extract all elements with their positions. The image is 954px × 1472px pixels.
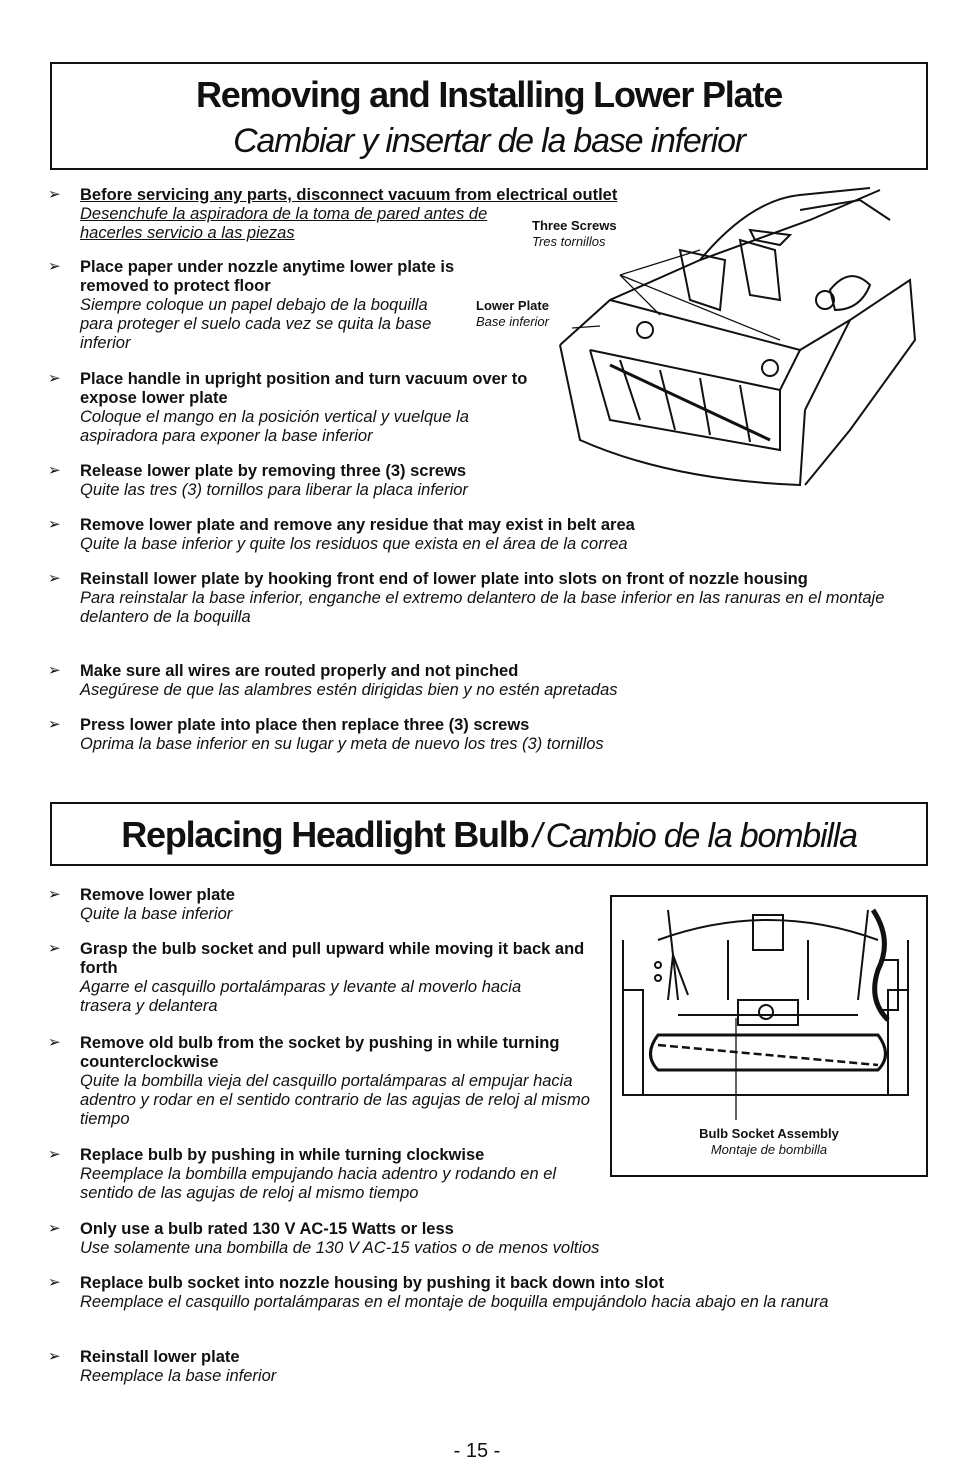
page-number: - 15 - xyxy=(453,1440,501,1462)
list-item xyxy=(48,570,920,627)
item-es: Reemplace el casquillo portalámparas en el montaje de boquilla empujándolo hacia abajo en la ranura xyxy=(80,1293,829,1311)
item-en: Before servicing any parts, disconnect vacuum from electrical outlet xyxy=(80,186,618,204)
list-item xyxy=(48,1034,600,1129)
bullet-arrow-icon: ➢ xyxy=(48,1274,61,1291)
item-es: Quite las tres (3) tornillos para liberar la placa inferior xyxy=(80,481,468,499)
bullet-arrow-icon: ➢ xyxy=(48,1034,61,1051)
item-en: Remove old bulb from the socket by pushing in while turning counterclockwise xyxy=(80,1034,560,1071)
bullet-arrow-icon: ➢ xyxy=(48,716,61,733)
bullet-arrow-icon: ➢ xyxy=(48,186,61,203)
section1-title-en: Removing and Installing Lower Plate xyxy=(195,74,783,115)
item-es: Desenchufe la aspiradora de la toma de pared antes de hacerles servicio a las piezas xyxy=(80,205,488,242)
section2-title xyxy=(52,814,926,856)
item-en: Place paper under nozzle anytime lower plate is removed to protect floor xyxy=(80,258,455,295)
item-en: Grasp the bulb socket and pull upward while moving it back and forth xyxy=(80,940,585,977)
item-en: Press lower plate into place then replace three (3) screws xyxy=(80,716,530,734)
list-item xyxy=(48,370,550,446)
section2-title-sep: / xyxy=(532,817,542,855)
bullet-arrow-icon: ➢ xyxy=(48,662,61,679)
lower-plate-es: Base inferior xyxy=(476,314,549,329)
item-es: Use solamente una bombilla de 130 V AC-15 vatios o de menos voltios xyxy=(80,1239,600,1257)
item-en: Reinstall lower plate xyxy=(80,1348,240,1366)
list-item xyxy=(48,716,900,754)
bullet-arrow-icon: ➢ xyxy=(48,886,61,903)
item-en: Release lower plate by removing three (3) screws xyxy=(80,462,467,480)
bullet-arrow-icon: ➢ xyxy=(48,940,61,957)
item-en: Reinstall lower plate by hooking front end of lower plate into slots on front of nozzle housing xyxy=(80,570,808,588)
list-item xyxy=(48,516,900,554)
bullet-arrow-icon: ➢ xyxy=(48,1146,61,1163)
item-en: Place handle in upright position and turn vacuum over to expose lower plate xyxy=(80,370,528,407)
bullet-arrow-icon: ➢ xyxy=(48,1220,61,1237)
bulb-socket-en: Bulb Socket Assembly xyxy=(699,1126,839,1141)
section1-title-es: Cambiar y insertar de la base inferior xyxy=(233,122,745,160)
list-item xyxy=(48,886,600,924)
bullet-arrow-icon: ➢ xyxy=(48,1348,61,1365)
item-en: Only use a bulb rated 130 V AC-15 Watts or less xyxy=(80,1220,454,1238)
item-es: Siempre coloque un papel debajo de la boquilla para proteger el suelo cada vez se quita la base inferior xyxy=(80,296,432,352)
three-screws-es: Tres tornillos xyxy=(532,234,606,249)
item-en: Remove lower plate xyxy=(80,886,235,904)
item-en: Replace bulb by pushing in while turning clockwise xyxy=(80,1146,485,1164)
bullet-arrow-icon: ➢ xyxy=(48,516,61,533)
section1-title-box xyxy=(50,62,928,170)
section2-title-box xyxy=(50,802,928,866)
section2-title-en: Replacing Headlight Bulb xyxy=(121,814,529,855)
item-es: Reemplace la base inferior xyxy=(80,1367,277,1385)
bullet-arrow-icon: ➢ xyxy=(48,258,61,275)
list-item xyxy=(48,1274,910,1312)
bulb-socket-label xyxy=(610,1126,928,1158)
item-en: Make sure all wires are routed properly and not pinched xyxy=(80,662,519,680)
headlight-illustration xyxy=(618,900,918,1120)
bullet-arrow-icon: ➢ xyxy=(48,370,61,387)
list-item xyxy=(48,940,590,1016)
list-item xyxy=(48,462,560,500)
list-item xyxy=(48,1146,600,1203)
item-es: Reemplace la bombilla empujando hacia adentro y rodando en el sentido de las agujas de reloj al mismo tiempo xyxy=(80,1165,557,1202)
bulb-socket-es: Montaje de bombilla xyxy=(710,1142,828,1157)
item-es: Asegúrese de que las alambres estén dirigidas bien y no estén apretadas xyxy=(80,681,618,699)
item-es: Agarre el casquillo portalámparas y levante al moverlo hacia trasera y delantera xyxy=(80,978,522,1015)
item-es: Quite la base inferior xyxy=(80,905,233,923)
three-screws-label xyxy=(532,218,617,250)
list-item xyxy=(48,1220,900,1258)
item-en: Replace bulb socket into nozzle housing by pushing it back down into slot xyxy=(80,1274,664,1292)
item-es: Para reinstalar la base inferior, enganche el extremo delantero de la base inferior en las ranuras en el montaje delantero de la boquilla xyxy=(80,589,885,626)
three-screws-en: Three Screws xyxy=(532,218,617,233)
bullet-arrow-icon: ➢ xyxy=(48,462,61,479)
section2-title-es: Cambio de la bombilla xyxy=(545,817,857,855)
item-es: Quite la bombilla vieja del casquillo portalámparas al empujar hacia adentro y rodar en el sentido contrario de las agujas de reloj al mismo tiempo xyxy=(80,1072,590,1128)
lower-plate-en: Lower Plate xyxy=(476,298,549,313)
item-es: Oprima la base inferior en su lugar y meta de nuevo los tres (3) tornillos xyxy=(80,735,604,753)
item-en: Remove lower plate and remove any residue that may exist in belt area xyxy=(80,516,635,534)
bullet-arrow-icon: ➢ xyxy=(48,570,61,587)
item-es: Quite la base inferior y quite los residuos que exista en el área de la correa xyxy=(80,535,628,553)
list-item xyxy=(48,1348,900,1386)
item-es: Coloque el mango en la posición vertical y vuelque la aspiradora para exponer la base inferior xyxy=(80,408,469,445)
list-item xyxy=(48,662,900,700)
list-item xyxy=(48,258,520,353)
